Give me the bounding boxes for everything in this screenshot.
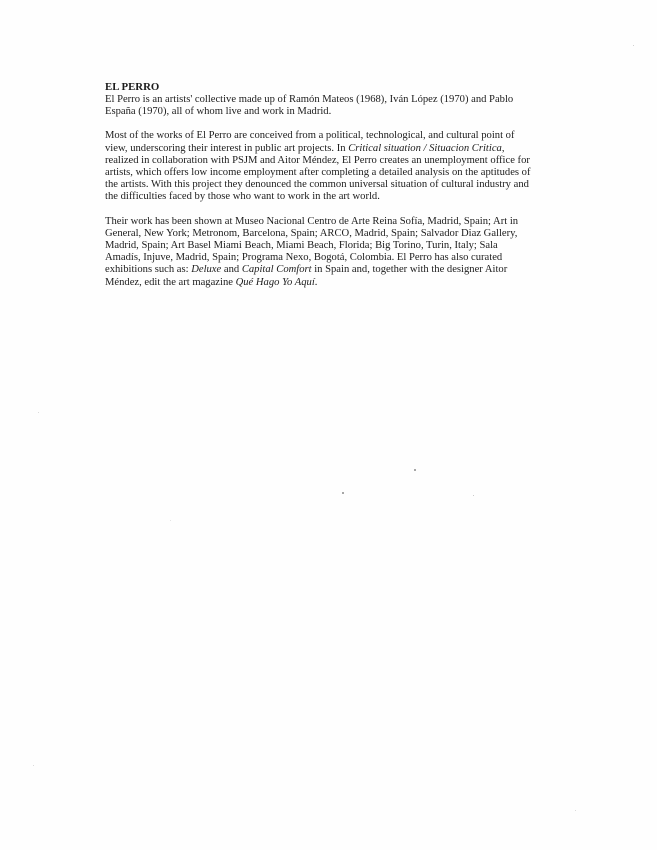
project-title: Critical situation / Situacion Critica — [348, 142, 502, 154]
magazine-title: Qué Hago Yo Aquí — [235, 276, 315, 288]
scan-speck — [575, 810, 576, 811]
paragraph-exhibitions-end: . — [314, 276, 318, 288]
scan-speck — [473, 495, 474, 496]
paragraph-members: El Perro is an artists' collective made up of Ramón Mateos (1968), Iván López (1970) and Pablo España (1970), all of whom live and work in Madrid. — [105, 94, 514, 118]
scan-speck — [414, 469, 416, 471]
paragraph-works — [105, 130, 535, 203]
exhibition-title-deluxe: Deluxe — [191, 264, 222, 276]
document-heading: EL PERRO — [105, 81, 160, 93]
paragraph-exhibitions-text-2: in Spain and, together with the designer Aitor Méndez, edit the art magazine — [105, 264, 508, 288]
exhibition-title-capital-comfort: Capital Comfort — [241, 264, 312, 276]
paragraph-works-text-2: , realized in collaboration with PSJM and Aitor Méndez, El Perro creates an unemployment office for artists, which offers low income employment after completing a detailed analysis on the aptitudes of the artists. With this project they denounced the common universal situation of cultural industry and the difficulties faced by those who want to work in the art world. — [105, 142, 531, 203]
paragraph-works-text-1: Most of the works of El Perro are conceived from a political, technological, and cultural point of view, underscoring their interest in public art projects. In — [105, 130, 515, 154]
scan-speck — [33, 765, 34, 766]
scan-speck — [170, 520, 171, 521]
paragraph-exhibitions — [105, 216, 535, 289]
document-body — [105, 80, 535, 301]
scan-speck — [38, 412, 39, 413]
paragraph-exhibitions-text-1: Their work has been shown at Museo Nacional Centro de Arte Reina Sofía, Madrid, Spain; Art in General, New York; Metronom, Barcelona, Spain; ARCO, Madrid, Spain; Salvador Diaz Gallery, Madrid, Spain; Art Basel Miami Beach, Miami Beach, Florida; Big Torino, Turin, Italy; Sala Amadís, Injuve, Madrid, Spain; Programa Nexo, Bogotá, Colombia. El Perro has also curated exhibitions such as: — [105, 215, 519, 276]
paragraph-exhibitions-and: and — [221, 264, 242, 276]
scan-speck — [633, 45, 634, 46]
scan-speck — [342, 492, 344, 494]
